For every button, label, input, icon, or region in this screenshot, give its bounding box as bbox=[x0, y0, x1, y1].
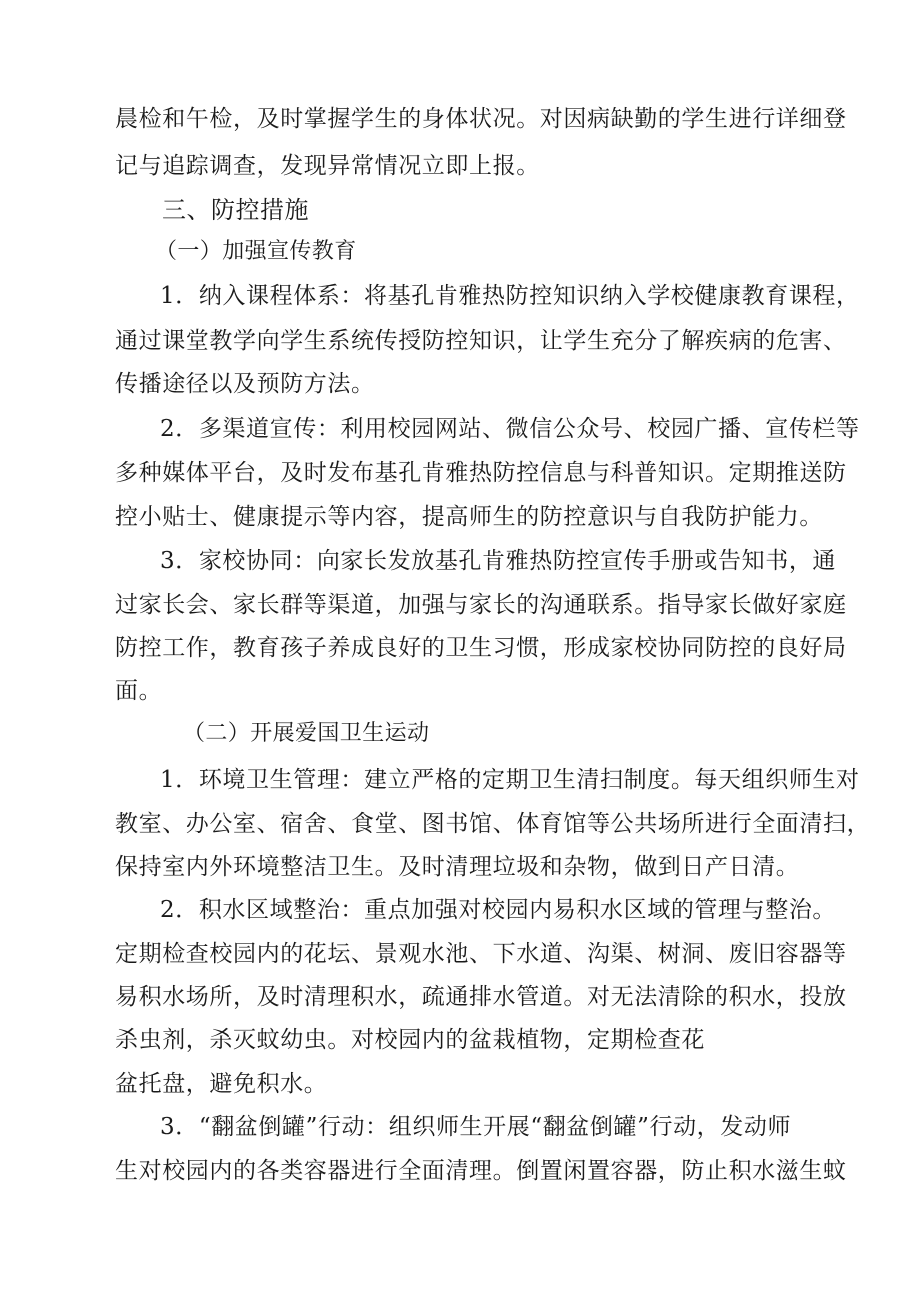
text-line: 过家长会、家长群等渠道，加强与家长的沟通联系。指导家长做好家庭 bbox=[115, 592, 847, 618]
text-line: 2．积水区域整治：重点加强对校园内易积水区域的管理与整治。 bbox=[160, 897, 837, 923]
text-line: 2．多渠道宣传：利用校园网站、微信公众号、校园广播、宣传栏等 bbox=[160, 416, 860, 442]
text-line: 杀虫剂，杀灭蚊幼虫。对校园内的盆栽植物，定期检查花 bbox=[115, 1027, 705, 1053]
text-line: 防控工作，教育孩子养成良好的卫生习惯，形成家校协同防控的良好局 bbox=[115, 635, 847, 661]
subsection-heading: （一）加强宣传教育 bbox=[155, 239, 357, 264]
text-line: 盆托盘，避免积水。 bbox=[115, 1071, 328, 1097]
text-line: 记与追踪调查，发现异常情况立即上报。 bbox=[115, 153, 540, 179]
text-line: 生对校园内的各类容器进行全面清理。倒置闲置容器，防止积水滋生蚊 bbox=[115, 1158, 847, 1184]
text-line: 多种媒体平台，及时发布基孔肯雅热防控信息与科普知识。定期推送防 bbox=[115, 460, 847, 486]
text-line: 易积水场所，及时清理积水，疏通排水管道。对无法清除的积水，投放 bbox=[115, 984, 847, 1010]
text-line: 3．“翻盆倒罐”行动：组织师生开展“翻盆倒罐”行动，发动师 bbox=[160, 1114, 792, 1140]
text-line: 1．环境卫生管理：建立严格的定期卫生清扫制度。每天组织师生对 bbox=[160, 767, 860, 793]
text-line: 定期检查校园内的花坛、景观水池、下水道、沟渠、树洞、废旧容器等 bbox=[115, 941, 847, 967]
text-line: 面。 bbox=[115, 678, 163, 704]
text-line: 传播途径以及预防方法。 bbox=[115, 371, 375, 397]
section-heading: 三、防控措施 bbox=[162, 196, 309, 224]
text-line: 晨检和午检，及时掌握学生的身体状况。对因病缺勤的学生进行详细登 bbox=[115, 106, 847, 132]
text-line: 控小贴士、健康提示等内容，提高师生的防控意识与自我防护能力。 bbox=[115, 504, 823, 530]
text-line: 1．纳入课程体系：将基孔肯雅热防控知识纳入学校健康教育课程， bbox=[160, 283, 860, 309]
text-line: 3．家校协同：向家长发放基孔肯雅热防控宣传手册或告知书，通 bbox=[160, 548, 837, 574]
subsection-heading: （二）开展爱国卫生运动 bbox=[183, 721, 430, 746]
text-line: 通过课堂教学向学生系统传授防控知识，让学生充分了解疾病的危害、 bbox=[115, 328, 847, 354]
text-line: 教室、办公室、宿舍、食堂、图书馆、体育馆等公共场所进行全面清扫， bbox=[115, 811, 871, 837]
text-line: 保持室内外环境整洁卫生。及时清理垃圾和杂物，做到日产日清。 bbox=[115, 854, 800, 880]
